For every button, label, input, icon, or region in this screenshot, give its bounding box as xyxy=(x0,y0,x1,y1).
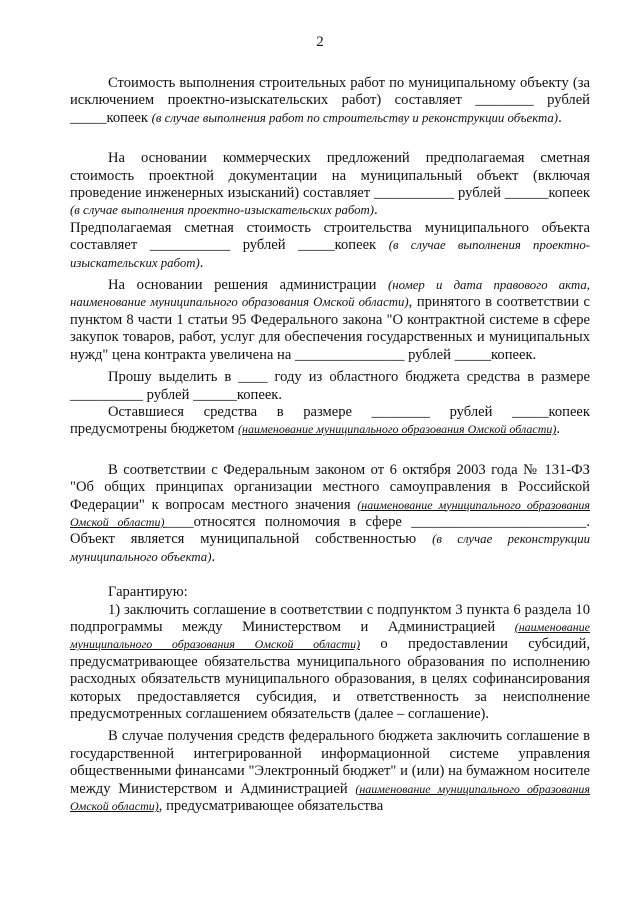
paragraph-design-cost: На основании коммерческих предложений предполагаемая сметная стоимость проектной документации на муниципальный объект (включая проведение инженерных изысканий) составляет ___________ рублей ______копеек (в случае выполнения проектно-изыскательских работ). xyxy=(70,150,590,219)
page-number: 2 xyxy=(316,34,324,50)
paragraph-remaining-funds: Оставшиеся средства в размере ________ рублей _____копеек предусмотрены бюджетом (наименование муниципального образования Омской области). xyxy=(70,403,590,438)
paragraph-guarantee-item-1: 1) заключить соглашение в соответствии с подпунктом 3 пункта 6 раздела 10 подпрограммы между Министерством и Администрацией (наименование муниципального образования Омской области) о предоставлении субсидий, предусматривающее обязательства муниципального образования по исполнению расходных обязательств муниципального образования, в целях софинансирования которых предоставляется субсидия, и ответственность за неисполнение предусмотренных соглашением обязательств (далее – соглашение). xyxy=(70,601,590,722)
paragraph-funding-request: Прошу выделить в ____ году из областного бюджета средства в размере __________ рублей ______копеек. xyxy=(70,369,590,403)
paragraph-contract-increase: На основании решения администрации (номер и дата правового акта, наименование муниципального образования Омской области), принятого в соответствии с пунктом 8 части 1 статьи 95 Федерального закона "О контрактной системе в сфере закупок товаров, работ, услуг для обеспечения государственных и муниципальных нужд" цена контракта увеличена на _______________ рублей _____копеек. xyxy=(70,277,590,363)
paragraph-construction-cost: Предполагаемая сметная стоимость строительства муниципального объекта составляет ___________ рублей _____копеек (в случае выполнения проектно-изыскательских работ). xyxy=(70,219,590,271)
paragraph-federal-law: В соответствии с Федеральным законом от 6 октября 2003 года № 131-ФЗ "Об общих принципах организации местного самоуправления в Российской Федерации" к вопросам местного значения (наименование муниципального образования Омской области)____относятся полномочия в сфере ________________________. Объект является муниципальной собственностью (в случае реконструкции муниципального объекта). xyxy=(70,461,590,565)
paragraph-federal-budget: В случае получения средств федерального бюджета заключить соглашение в государственной интегрированной информационной системе управления общественными финансами "Электронный бюджет" и (или) на бумажном носителе между Министерством и Администрацией (наименование муниципального образования Омской области), предусматривающее обязательства xyxy=(70,728,591,815)
document-body xyxy=(70,75,590,815)
paragraph-work-cost: Стоимость выполнения строительных работ по муниципальному объекту (за исключением проектно-изыскательских работ) составляет ________ рублей _____копеек (в случае выполнения работ по строительству и реконструкции объекта). xyxy=(70,75,590,126)
paragraph-guarantee-heading: Гарантирую: xyxy=(108,584,188,601)
